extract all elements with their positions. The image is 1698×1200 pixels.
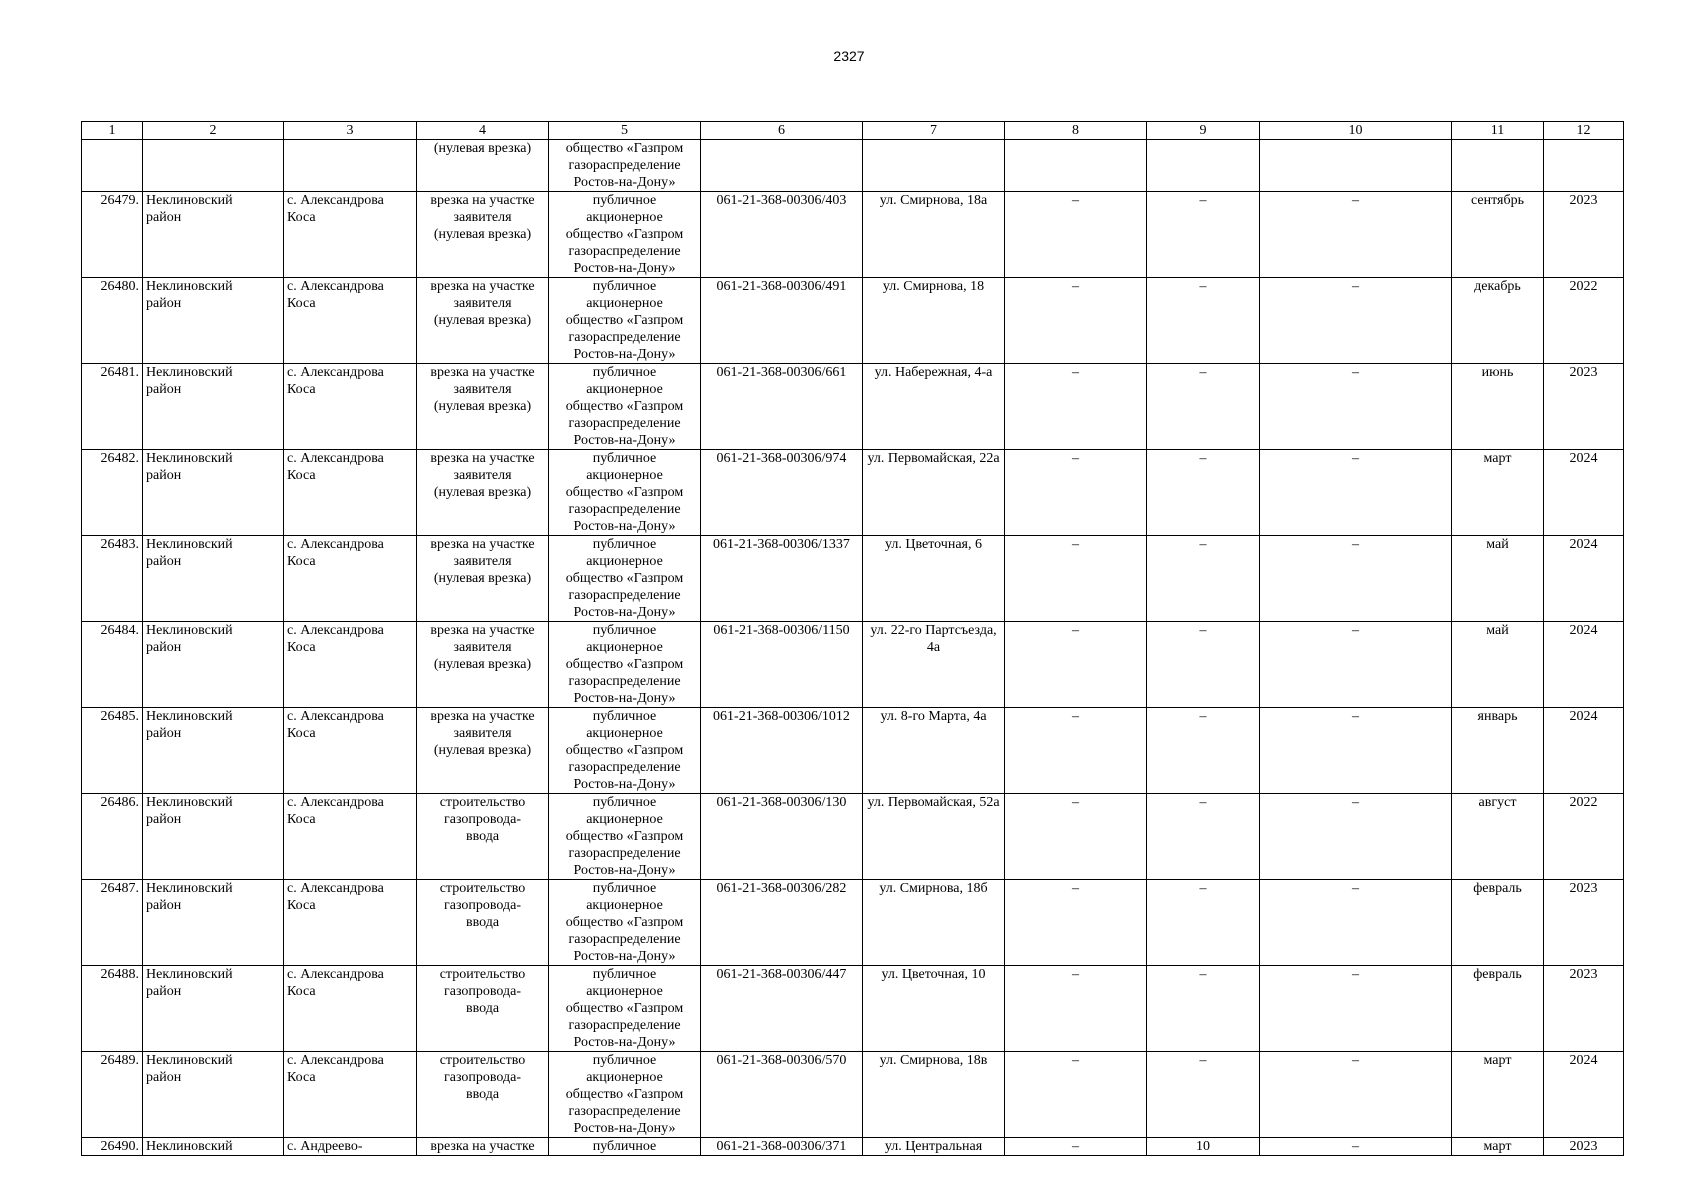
cell-8: –: [1005, 364, 1147, 450]
cell-locality: с. Александрова Коса: [284, 794, 417, 880]
cell-8: –: [1005, 536, 1147, 622]
cell-organization: общество «Газпром газораспределение Ростов-на-Дону»: [549, 140, 701, 192]
cell-8: –: [1005, 1052, 1147, 1138]
table-row: [82, 1052, 1624, 1138]
cell-district: Неклиновский район: [143, 278, 284, 364]
cell-address: ул. Цветочная, 6: [863, 536, 1005, 622]
cell-month: январь: [1452, 708, 1544, 794]
cell-method: строительство газопровода- ввода: [417, 794, 549, 880]
cell-code: 061-21-368-00306/974: [701, 450, 863, 536]
cell-10: –: [1260, 708, 1452, 794]
cell-locality: с. Александрова Коса: [284, 278, 417, 364]
cell-year: 2024: [1544, 450, 1624, 536]
cell-district: Неклиновский район: [143, 192, 284, 278]
column-header: 7: [863, 122, 1005, 140]
cell-district: Неклиновский район: [143, 880, 284, 966]
cell-10: –: [1260, 192, 1452, 278]
cell-month: февраль: [1452, 966, 1544, 1052]
cell-9: –: [1147, 1052, 1260, 1138]
cell-number: [82, 140, 143, 192]
cell-organization: публичное акционерное общество «Газпром газораспределение Ростов-на-Дону»: [549, 880, 701, 966]
cell-number: 26483.: [82, 536, 143, 622]
cell-method: строительство газопровода- ввода: [417, 966, 549, 1052]
cell-month: февраль: [1452, 880, 1544, 966]
cell-method: врезка на участке заявителя (нулевая врезка): [417, 708, 549, 794]
cell-9: –: [1147, 536, 1260, 622]
cell-month: июнь: [1452, 364, 1544, 450]
cell-address: ул. Центральная: [863, 1138, 1005, 1156]
cell-number: 26480.: [82, 278, 143, 364]
cell-locality: с. Александрова Коса: [284, 880, 417, 966]
cell-address: ул. 22-го Партсъезда, 4а: [863, 622, 1005, 708]
cell-method: врезка на участке заявителя (нулевая врезка): [417, 536, 549, 622]
cell-8: –: [1005, 450, 1147, 536]
column-header: 1: [82, 122, 143, 140]
cell-address: ул. Смирнова, 18в: [863, 1052, 1005, 1138]
cell-district: Неклиновский район: [143, 450, 284, 536]
cell-method: врезка на участке: [417, 1138, 549, 1156]
cell-locality: с. Александрова Коса: [284, 966, 417, 1052]
cell-month: август: [1452, 794, 1544, 880]
cell-district: Неклиновский район: [143, 622, 284, 708]
cell-method: врезка на участке заявителя (нулевая врезка): [417, 622, 549, 708]
cell-code: [701, 140, 863, 192]
cell-district: Неклиновский район: [143, 1052, 284, 1138]
cell-number: 26490.: [82, 1138, 143, 1156]
cell-code: 061-21-368-00306/447: [701, 966, 863, 1052]
cell-10: –: [1260, 1138, 1452, 1156]
cell-10: –: [1260, 364, 1452, 450]
cell-9: [1147, 140, 1260, 192]
cell-10: –: [1260, 880, 1452, 966]
cell-number: 26481.: [82, 364, 143, 450]
cell-year: 2024: [1544, 622, 1624, 708]
cell-method: врезка на участке заявителя (нулевая врезка): [417, 450, 549, 536]
cell-month: декабрь: [1452, 278, 1544, 364]
cell-locality: с. Андреево-: [284, 1138, 417, 1156]
table-row: [82, 278, 1624, 364]
cell-8: –: [1005, 622, 1147, 708]
cell-year: 2024: [1544, 708, 1624, 794]
table-body: [82, 140, 1624, 1156]
cell-locality: с. Александрова Коса: [284, 1052, 417, 1138]
cell-district: [143, 140, 284, 192]
cell-locality: с. Александрова Коса: [284, 536, 417, 622]
cell-8: [1005, 140, 1147, 192]
cell-9: –: [1147, 364, 1260, 450]
cell-10: –: [1260, 794, 1452, 880]
table-row: [82, 536, 1624, 622]
cell-year: 2023: [1544, 192, 1624, 278]
column-header: 11: [1452, 122, 1544, 140]
cell-9: –: [1147, 192, 1260, 278]
cell-number: 26486.: [82, 794, 143, 880]
cell-organization: публичное акционерное общество «Газпром газораспределение Ростов-на-Дону»: [549, 794, 701, 880]
cell-10: –: [1260, 450, 1452, 536]
cell-10: –: [1260, 966, 1452, 1052]
cell-number: 26484.: [82, 622, 143, 708]
cell-address: ул. Смирнова, 18: [863, 278, 1005, 364]
cell-organization: публичное акционерное общество «Газпром газораспределение Ростов-на-Дону»: [549, 1052, 701, 1138]
column-header: 3: [284, 122, 417, 140]
column-header: 5: [549, 122, 701, 140]
column-header: 12: [1544, 122, 1624, 140]
cell-code: 061-21-368-00306/570: [701, 1052, 863, 1138]
cell-code: 061-21-368-00306/403: [701, 192, 863, 278]
cell-organization: публичное акционерное общество «Газпром газораспределение Ростов-на-Дону»: [549, 536, 701, 622]
cell-code: 061-21-368-00306/661: [701, 364, 863, 450]
cell-year: 2024: [1544, 536, 1624, 622]
cell-9: –: [1147, 450, 1260, 536]
cell-month: [1452, 140, 1544, 192]
cell-month: март: [1452, 1052, 1544, 1138]
cell-locality: с. Александрова Коса: [284, 192, 417, 278]
cell-organization: публичное акционерное общество «Газпром газораспределение Ростов-на-Дону»: [549, 708, 701, 794]
cell-address: ул. Смирнова, 18б: [863, 880, 1005, 966]
cell-9: –: [1147, 966, 1260, 1052]
cell-code: 061-21-368-00306/130: [701, 794, 863, 880]
cell-8: –: [1005, 880, 1147, 966]
cell-year: 2023: [1544, 966, 1624, 1052]
cell-locality: с. Александрова Коса: [284, 708, 417, 794]
cell-organization: публичное акционерное общество «Газпром газораспределение Ростов-на-Дону»: [549, 364, 701, 450]
table-row: [82, 794, 1624, 880]
cell-8: –: [1005, 1138, 1147, 1156]
cell-month: март: [1452, 1138, 1544, 1156]
cell-district: Неклиновский район: [143, 536, 284, 622]
cell-year: 2023: [1544, 364, 1624, 450]
cell-year: 2024: [1544, 1052, 1624, 1138]
cell-district: Неклиновский район: [143, 708, 284, 794]
cell-8: –: [1005, 278, 1147, 364]
table-row: [82, 1138, 1624, 1156]
cell-organization: публичное акционерное общество «Газпром газораспределение Ростов-на-Дону»: [549, 192, 701, 278]
cell-method: врезка на участке заявителя (нулевая врезка): [417, 364, 549, 450]
cell-locality: [284, 140, 417, 192]
cell-year: 2023: [1544, 1138, 1624, 1156]
cell-9: –: [1147, 622, 1260, 708]
column-header: 6: [701, 122, 863, 140]
table-row: [82, 966, 1624, 1052]
continuation-row: [82, 140, 1624, 192]
table-row: [82, 192, 1624, 278]
cell-district: Неклиновский: [143, 1138, 284, 1156]
cell-locality: с. Александрова Коса: [284, 364, 417, 450]
column-header: 8: [1005, 122, 1147, 140]
cell-address: ул. Первомайская, 52а: [863, 794, 1005, 880]
cell-year: 2022: [1544, 794, 1624, 880]
table-row: [82, 364, 1624, 450]
cell-locality: с. Александрова Коса: [284, 450, 417, 536]
cell-method: (нулевая врезка): [417, 140, 549, 192]
cell-8: –: [1005, 708, 1147, 794]
cell-9: –: [1147, 880, 1260, 966]
cell-number: 26488.: [82, 966, 143, 1052]
table-row: [82, 708, 1624, 794]
cell-month: май: [1452, 536, 1544, 622]
cell-year: [1544, 140, 1624, 192]
cell-10: –: [1260, 536, 1452, 622]
cell-code: 061-21-368-00306/491: [701, 278, 863, 364]
cell-10: –: [1260, 1052, 1452, 1138]
column-header: 9: [1147, 122, 1260, 140]
cell-number: 26485.: [82, 708, 143, 794]
cell-method: строительство газопровода- ввода: [417, 1052, 549, 1138]
cell-9: 10: [1147, 1138, 1260, 1156]
cell-address: ул. Цветочная, 10: [863, 966, 1005, 1052]
column-header: 2: [143, 122, 284, 140]
cell-method: врезка на участке заявителя (нулевая врезка): [417, 192, 549, 278]
cell-code: 061-21-368-00306/1150: [701, 622, 863, 708]
column-header: 4: [417, 122, 549, 140]
cell-8: –: [1005, 966, 1147, 1052]
cell-district: Неклиновский район: [143, 364, 284, 450]
page-number: 2327: [833, 48, 865, 64]
cell-number: 26482.: [82, 450, 143, 536]
cell-organization: публичное: [549, 1138, 701, 1156]
table-row: [82, 622, 1624, 708]
cell-year: 2022: [1544, 278, 1624, 364]
cell-8: –: [1005, 192, 1147, 278]
cell-locality: с. Александрова Коса: [284, 622, 417, 708]
cell-district: Неклиновский район: [143, 966, 284, 1052]
cell-address: ул. 8-го Марта, 4а: [863, 708, 1005, 794]
cell-number: 26487.: [82, 880, 143, 966]
cell-district: Неклиновский район: [143, 794, 284, 880]
cell-organization: публичное акционерное общество «Газпром газораспределение Ростов-на-Дону»: [549, 450, 701, 536]
cell-9: –: [1147, 708, 1260, 794]
registry-table: [81, 121, 1624, 1156]
column-header: 10: [1260, 122, 1452, 140]
cell-address: ул. Набережная, 4-а: [863, 364, 1005, 450]
cell-10: –: [1260, 278, 1452, 364]
cell-code: 061-21-368-00306/282: [701, 880, 863, 966]
cell-month: май: [1452, 622, 1544, 708]
table-row: [82, 450, 1624, 536]
table-row: [82, 880, 1624, 966]
cell-address: ул. Первомайская, 22а: [863, 450, 1005, 536]
cell-10: [1260, 140, 1452, 192]
header-row: [82, 122, 1624, 140]
cell-number: 26489.: [82, 1052, 143, 1138]
cell-address: ул. Смирнова, 18а: [863, 192, 1005, 278]
cell-address: [863, 140, 1005, 192]
cell-number: 26479.: [82, 192, 143, 278]
cell-organization: публичное акционерное общество «Газпром газораспределение Ростов-на-Дону»: [549, 966, 701, 1052]
cell-organization: публичное акционерное общество «Газпром газораспределение Ростов-на-Дону»: [549, 278, 701, 364]
cell-year: 2023: [1544, 880, 1624, 966]
cell-organization: публичное акционерное общество «Газпром газораспределение Ростов-на-Дону»: [549, 622, 701, 708]
cell-month: сентябрь: [1452, 192, 1544, 278]
cell-month: март: [1452, 450, 1544, 536]
cell-code: 061-21-368-00306/1337: [701, 536, 863, 622]
cell-10: –: [1260, 622, 1452, 708]
cell-method: врезка на участке заявителя (нулевая врезка): [417, 278, 549, 364]
cell-8: –: [1005, 794, 1147, 880]
cell-code: 061-21-368-00306/371: [701, 1138, 863, 1156]
cell-9: –: [1147, 794, 1260, 880]
cell-code: 061-21-368-00306/1012: [701, 708, 863, 794]
cell-method: строительство газопровода- ввода: [417, 880, 549, 966]
cell-9: –: [1147, 278, 1260, 364]
